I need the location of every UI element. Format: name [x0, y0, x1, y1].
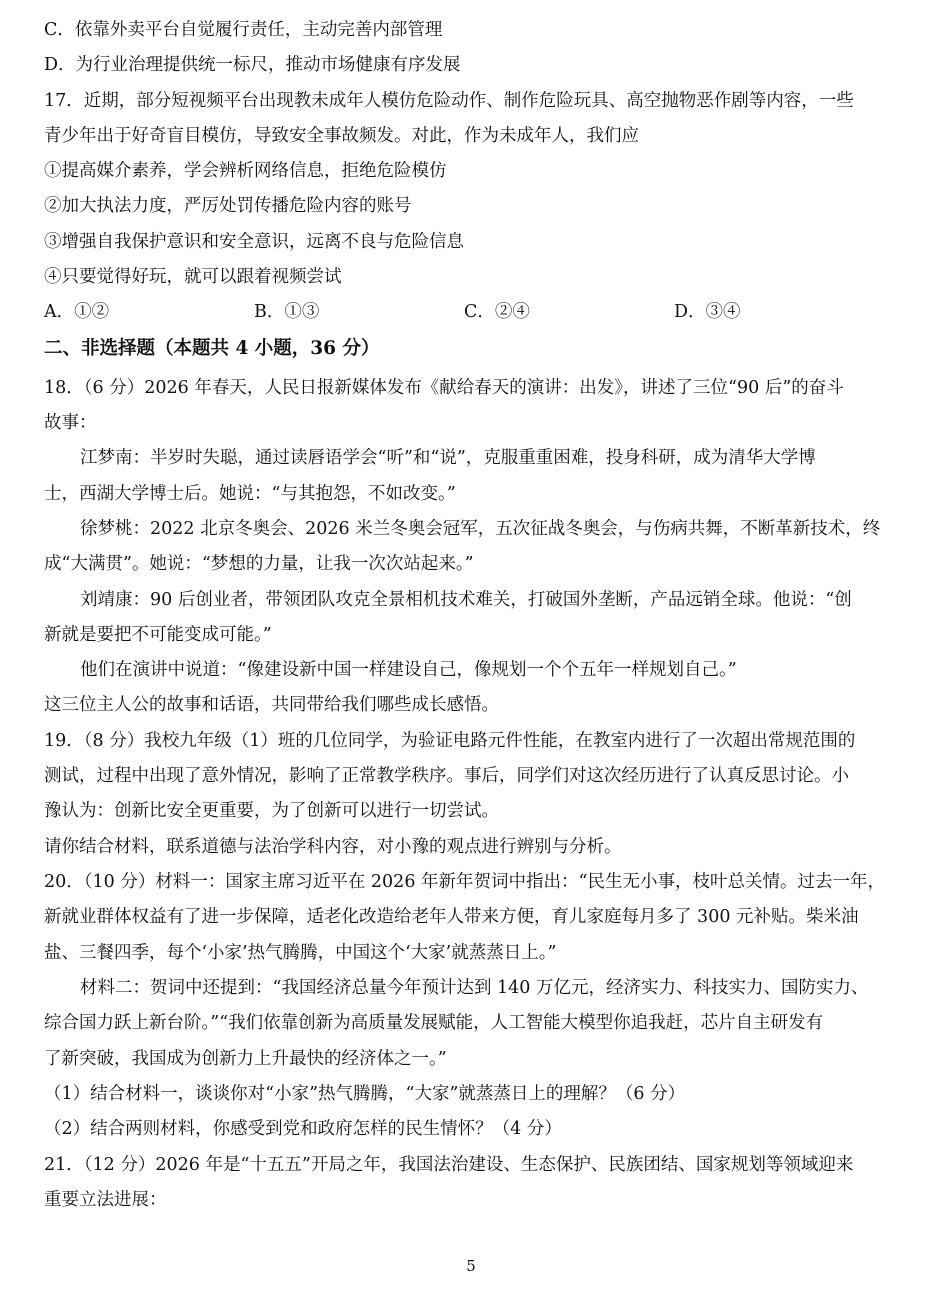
- q20-subquestion-2: （2）结合两则材料，你感受到党和政府怎样的民生情怀？（4 分）: [44, 1119, 562, 1139]
- q18-line-1: 18．（6 分）2026 年春天，人民日报新媒体发布《献给春天的演讲：出发》，讲述了三位“90 后”的奋斗: [44, 378, 844, 398]
- q18-line-7: 刘靖康：90 后创业者，带领团队攻克全景相机技术难关，打破国外垄断，产品远销全球。他说：“创: [80, 590, 852, 610]
- q20-line-4: 材料二：贺词中还提到：“我国经济总量今年预计达到 140 万亿元，经济实力、科技实力、国防实力、: [80, 978, 869, 998]
- q20-line-5: 综合国力跃上新台阶。”“我们依靠创新为高质量发展赋能，人工智能大模型你追我赶，芯片自主研发有: [44, 1013, 824, 1033]
- q17-stem-line-2: 青少年出于好奇盲目模仿，导致安全事故频发。对此，作为未成年人，我们应: [44, 126, 639, 146]
- q17-item-1: ①提高媒介素养，学会辨析网络信息，拒绝危险模仿: [44, 161, 447, 181]
- q20-line-1: 20．（10 分）材料一：国家主席习近平在 2026 年新年贺词中指出：“民生无小事，枝叶总关情。过去一年，: [44, 872, 885, 892]
- q17-option-a: A．①②: [44, 302, 110, 322]
- q21-line-2: 重要立法进展：: [44, 1190, 167, 1210]
- q19-line-4: 请你结合材料，联系道德与法治学科内容，对小豫的观点进行辨别与分析。: [44, 837, 622, 857]
- q18-line-9: 他们在演讲中说道：“像建设新中国一样建设自己，像规划一个个五年一样规划自己。”: [80, 660, 737, 680]
- q16-option-d: D．为行业治理提供统一标尺，推动市场健康有序发展: [44, 55, 461, 75]
- q19-line-3: 豫认为：创新比安全更重要，为了创新可以进行一切尝试。: [44, 801, 499, 821]
- q18-line-3: 江梦南：半岁时失聪，通过读唇语学会“听”和“说”，克服重重困难，投身科研，成为清华大学博: [80, 448, 816, 468]
- q18-line-5: 徐梦桃：2022 北京冬奥会、2026 米兰冬奥会冠军，五次征战冬奥会，与伤病共舞，不断革新技术，终: [80, 519, 881, 539]
- q17-stem-line-1: 17．近期，部分短视频平台出现教未成年人模仿危险动作、制作危险玩具、高空抛物恶作剧等内容，一些: [44, 91, 854, 111]
- q17-item-3: ③增强自我保护意识和安全意识，远离不良与危险信息: [44, 232, 464, 252]
- q20-subquestion-1: （1）结合材料一，谈谈你对“小家”热气腾腾，“大家”就蒸蒸日上的理解？（6 分）: [44, 1084, 686, 1104]
- q21-line-1: 21．（12 分）2026 年是“十五五”开局之年，我国法治建设、生态保护、民族团结、国家规划等领域迎来: [44, 1155, 854, 1175]
- q18-line-4: 士，西湖大学博士后。她说：“与其抱怨，不如改变。”: [44, 484, 456, 504]
- q19-line-2: 测试，过程中出现了意外情况，影响了正常教学秩序。事后，同学们对这次经历进行了认真反思讨论。小: [44, 766, 849, 786]
- q17-option-c: C．②④: [464, 302, 530, 322]
- q18-line-6: 成“大满贯”。她说：“梦想的力量，让我一次次站起来。”: [44, 554, 474, 574]
- q20-line-2: 新就业群体权益有了进一步保障，适老化改造给老年人带来方便，育儿家庭每月多了 300 元补贴。柴米油: [44, 907, 859, 927]
- section-heading: 二、非选择题（本题共 4 小题，36 分）: [44, 338, 380, 359]
- q17-item-4: ④只要觉得好玩，就可以跟着视频尝试: [44, 267, 342, 287]
- q20-line-6: 了新突破，我国成为创新力上升最快的经济体之一。”: [44, 1049, 447, 1069]
- q17-item-2: ②加大执法力度，严厉处罚传播危险内容的账号: [44, 196, 412, 216]
- q18-line-8: 新就是要把不可能变成可能。”: [44, 625, 272, 645]
- q18-line-2: 故事：: [44, 413, 97, 433]
- q17-option-b: B．①③: [254, 302, 320, 322]
- page-number: 5: [466, 1257, 476, 1275]
- q20-line-3: 盐、三餐四季，每个‘小家’热气腾腾，中国这个‘大家’就蒸蒸日上。”: [44, 943, 557, 963]
- q18-line-10: 这三位主人公的故事和话语，共同带给我们哪些成长感悟。: [44, 695, 499, 715]
- q19-line-1: 19．（8 分）我校九年级（1）班的几位同学，为验证电路元件性能，在教室内进行了一次超出常规范围的: [44, 731, 856, 751]
- q16-option-c: C．依靠外卖平台自觉履行责任，主动完善内部管理: [44, 20, 443, 40]
- q17-option-d: D．③④: [674, 302, 741, 322]
